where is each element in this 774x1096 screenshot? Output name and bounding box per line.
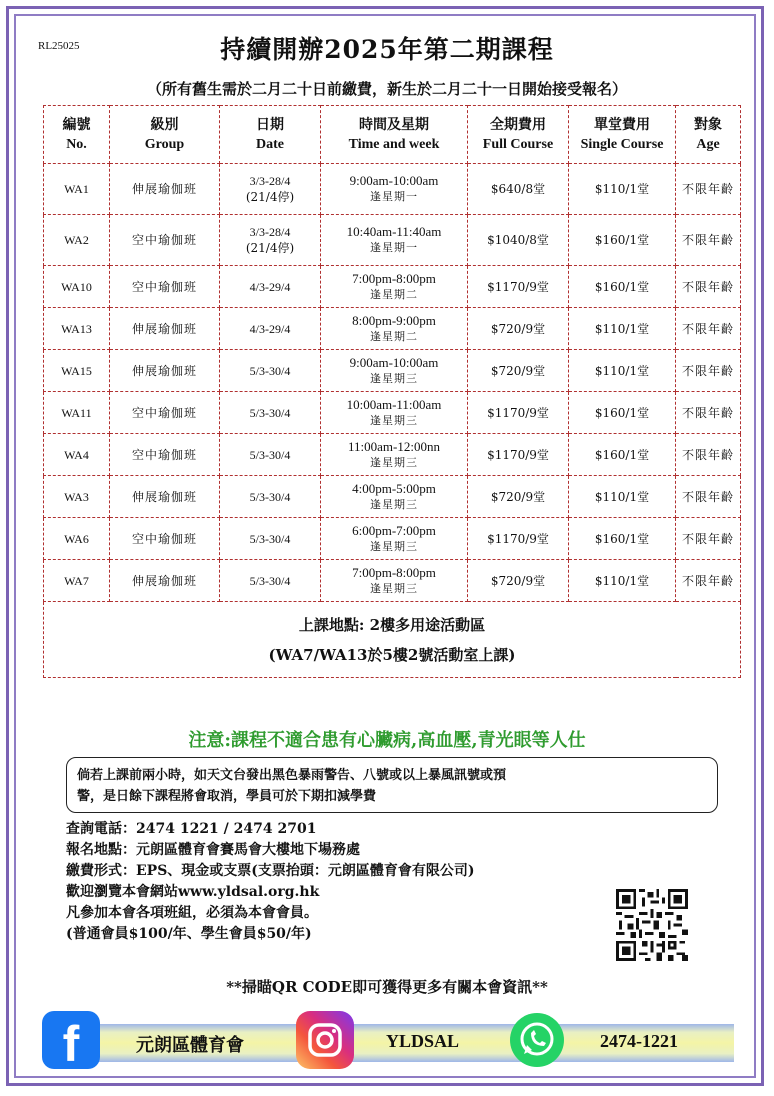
course-group: 空中瑜伽班 xyxy=(110,434,220,476)
course-full-fee: $640/8堂 xyxy=(468,164,569,215)
course-time: 11:00am-12:00nn 逢星期三 xyxy=(321,434,468,476)
course-single-fee: $110/1堂 xyxy=(569,476,676,518)
course-date: 5/3-30/4 xyxy=(220,476,321,518)
header-date: 日期 Date xyxy=(220,106,321,164)
course-full-fee: $1040/8堂 xyxy=(468,215,569,266)
course-time: 9:00am-10:00am 逢星期三 xyxy=(321,350,468,392)
course-date: 4/3-29/4 xyxy=(220,308,321,350)
course-age: 不限年齡 xyxy=(676,434,741,476)
course-full-fee: $1170/9堂 xyxy=(468,266,569,308)
course-single-fee: $110/1堂 xyxy=(569,164,676,215)
header-group: 級別 Group xyxy=(110,106,220,164)
payment-methods: 繳費形式：EPS、現金或支票(支票抬頭：元朗區體育會有限公司) xyxy=(66,863,475,879)
course-no: WA1 xyxy=(44,164,110,215)
course-full-fee: $720/9堂 xyxy=(468,476,569,518)
course-age: 不限年齡 xyxy=(676,308,741,350)
warning-line: 倘若上課前兩小時，如天文台發出黑色暴雨警告、八號或以上暴風訊號或預 xyxy=(77,768,507,783)
header-time: 時間及星期 Time and week xyxy=(321,106,468,164)
organization-abbreviation: YLDSAL xyxy=(386,1031,460,1051)
health-notice: 注意:課程不適合患有心臟病,高血壓,青光眼等人仕 xyxy=(188,730,586,751)
course-group: 伸展瑜伽班 xyxy=(110,308,220,350)
course-group: 伸展瑜伽班 xyxy=(110,164,220,215)
facebook-icon[interactable]: f xyxy=(42,1011,100,1069)
warning-line: 警，是日餘下課程將會取消，學員可於下期扣減學費 xyxy=(77,789,377,804)
whatsapp-icon[interactable] xyxy=(510,1013,564,1067)
course-no: WA2 xyxy=(44,215,110,266)
course-no: WA11 xyxy=(44,392,110,434)
course-age: 不限年齡 xyxy=(676,266,741,308)
course-age: 不限年齡 xyxy=(676,164,741,215)
table-row xyxy=(44,476,741,518)
course-no: WA15 xyxy=(44,350,110,392)
course-date: 5/3-30/4 xyxy=(220,518,321,560)
table-row xyxy=(44,518,741,560)
course-single-fee: $160/1堂 xyxy=(569,434,676,476)
course-full-fee: $1170/9堂 xyxy=(468,392,569,434)
membership-fees: (普通會員$100/年、學生會員$50/年) xyxy=(66,926,312,942)
course-no: WA10 xyxy=(44,266,110,308)
table-row xyxy=(44,266,741,308)
course-time: 4:00pm-5:00pm 逢星期三 xyxy=(321,476,468,518)
course-age: 不限年齡 xyxy=(676,476,741,518)
course-time: 9:00am-10:00am 逢星期一 xyxy=(321,164,468,215)
course-date: 3/3-28/4 (21/4停) xyxy=(220,164,321,215)
footer-phone: 2474-1221 xyxy=(600,1031,678,1051)
header-age: 對象 Age xyxy=(676,106,741,164)
venue-note: (WA7/WA13於5樓2號活動室上課) xyxy=(268,645,516,664)
website-line[interactable]: 歡迎瀏覽本會網站www.yldsal.org.hk xyxy=(66,884,320,900)
course-no: WA4 xyxy=(44,434,110,476)
document-code: RL25025 xyxy=(38,40,80,52)
instagram-icon[interactable] xyxy=(296,1011,354,1069)
course-age: 不限年齡 xyxy=(676,350,741,392)
course-schedule-table xyxy=(43,105,741,678)
course-single-fee: $110/1堂 xyxy=(569,350,676,392)
course-group: 伸展瑜伽班 xyxy=(110,476,220,518)
course-date: 5/3-30/4 xyxy=(220,560,321,602)
table-row xyxy=(44,434,741,476)
course-date: 5/3-30/4 xyxy=(220,392,321,434)
course-group: 伸展瑜伽班 xyxy=(110,350,220,392)
course-group: 空中瑜伽班 xyxy=(110,518,220,560)
registration-location: 報名地點：元朗區體育會賽馬會大樓地下場務處 xyxy=(66,842,360,858)
instagram-glyph-icon xyxy=(296,1011,354,1069)
table-row xyxy=(44,164,741,215)
qr-code-icon[interactable] xyxy=(616,889,688,961)
course-date: 4/3-29/4 xyxy=(220,266,321,308)
course-time: 10:40am-11:40am 逢星期一 xyxy=(321,215,468,266)
header-full-fee: 全期費用 Full Course xyxy=(468,106,569,164)
course-no: WA3 xyxy=(44,476,110,518)
course-no: WA6 xyxy=(44,518,110,560)
organization-name: 元朗區體育會 xyxy=(136,1035,244,1056)
course-single-fee: $110/1堂 xyxy=(569,308,676,350)
course-single-fee: $160/1堂 xyxy=(569,215,676,266)
course-group: 伸展瑜伽班 xyxy=(110,560,220,602)
course-time: 10:00am-11:00am 逢星期三 xyxy=(321,392,468,434)
course-group: 空中瑜伽班 xyxy=(110,266,220,308)
page-subtitle: （所有舊生需於二月二十日前繳費，新生於二月二十一日開始接受報名） xyxy=(146,80,627,98)
venue-line: 上課地點: 2樓多用途活動區 xyxy=(298,615,486,634)
course-date: 5/3-30/4 xyxy=(220,350,321,392)
page-title: 持續開辦2025年第二期課程 xyxy=(220,35,554,64)
course-age: 不限年齡 xyxy=(676,215,741,266)
venue-row xyxy=(44,602,741,678)
course-date: 5/3-30/4 xyxy=(220,434,321,476)
table-row xyxy=(44,215,741,266)
table-row xyxy=(44,308,741,350)
course-single-fee: $160/1堂 xyxy=(569,518,676,560)
table-row xyxy=(44,350,741,392)
course-time: 8:00pm-9:00pm 逢星期二 xyxy=(321,308,468,350)
header-no: 編號 No. xyxy=(44,106,110,164)
course-no: WA13 xyxy=(44,308,110,350)
venue-cell xyxy=(44,602,741,678)
course-single-fee: $110/1堂 xyxy=(569,560,676,602)
course-full-fee: $720/9堂 xyxy=(468,560,569,602)
course-age: 不限年齡 xyxy=(676,392,741,434)
contact-info xyxy=(66,819,475,945)
course-full-fee: $1170/9堂 xyxy=(468,434,569,476)
course-age: 不限年齡 xyxy=(676,560,741,602)
course-full-fee: $720/9堂 xyxy=(468,350,569,392)
course-no: WA7 xyxy=(44,560,110,602)
course-single-fee: $160/1堂 xyxy=(569,266,676,308)
table-row xyxy=(44,560,741,602)
table-row xyxy=(44,392,741,434)
course-time: 7:00pm-8:00pm 逢星期三 xyxy=(321,560,468,602)
course-time: 6:00pm-7:00pm 逢星期三 xyxy=(321,518,468,560)
course-single-fee: $160/1堂 xyxy=(569,392,676,434)
membership-requirement: 凡參加本會各項班組，必須為本會會員。 xyxy=(66,905,318,921)
header-single-fee: 單堂費用 Single Course xyxy=(569,106,676,164)
table-header-row xyxy=(44,106,741,164)
course-full-fee: $1170/9堂 xyxy=(468,518,569,560)
weather-warning-box xyxy=(66,757,718,813)
enquiry-phone: 查詢電話：2474 1221 / 2474 2701 xyxy=(66,821,317,837)
course-age: 不限年齡 xyxy=(676,518,741,560)
whatsapp-glyph-icon xyxy=(510,1013,564,1067)
qr-code-caption: **掃瞄QR CODE即可獲得更多有關本會資訊** xyxy=(226,978,548,996)
course-date: 3/3-28/4 (21/4停) xyxy=(220,215,321,266)
course-group: 空中瑜伽班 xyxy=(110,392,220,434)
course-group: 空中瑜伽班 xyxy=(110,215,220,266)
course-full-fee: $720/9堂 xyxy=(468,308,569,350)
course-time: 7:00pm-8:00pm 逢星期二 xyxy=(321,266,468,308)
